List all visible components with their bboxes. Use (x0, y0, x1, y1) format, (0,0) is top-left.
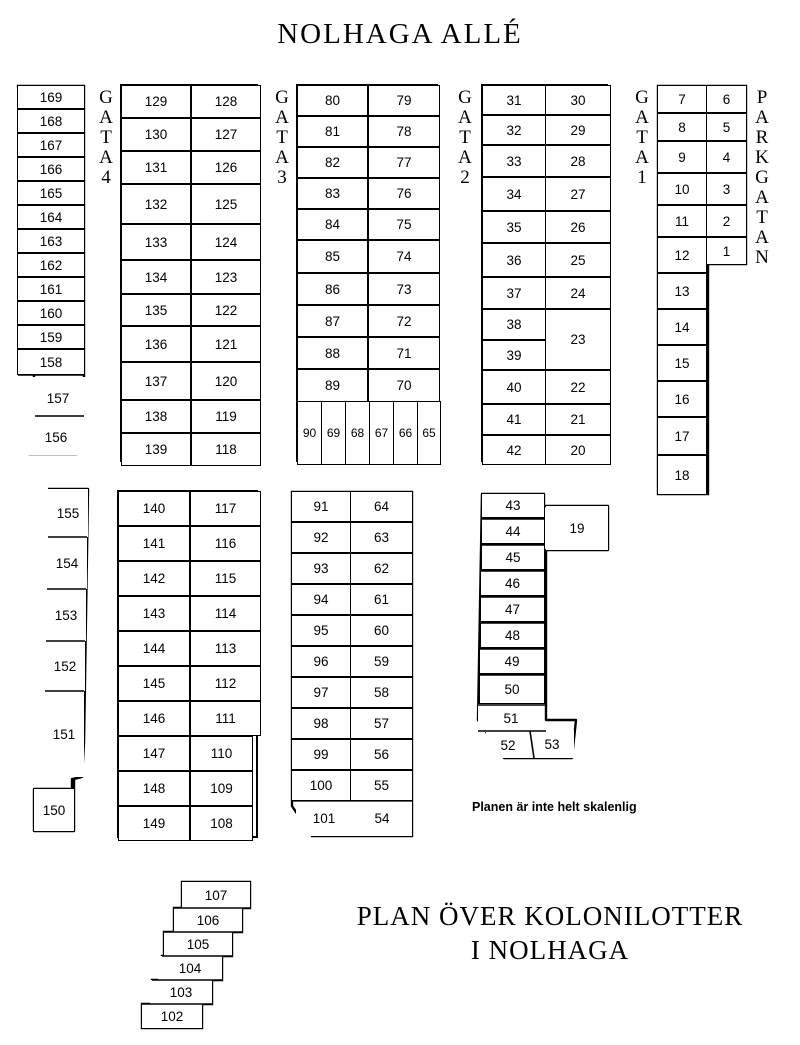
plot-block-91-54 (290, 490, 414, 838)
plot-25[interactable]: 25 (545, 243, 611, 277)
plot-12[interactable]: 12 (657, 237, 707, 273)
street-letter: G (635, 87, 649, 108)
plot-168[interactable]: 168 (17, 109, 85, 133)
plot-86[interactable]: 86 (297, 273, 368, 305)
plot-36[interactable]: 36 (482, 243, 546, 277)
plot-24[interactable]: 24 (545, 277, 611, 309)
plot-7[interactable]: 7 (657, 85, 707, 113)
street-label-gata-4 (96, 88, 116, 188)
plot-122[interactable]: 122 (191, 294, 261, 326)
plot-93[interactable]: 93 (291, 553, 351, 584)
plot-73[interactable]: 73 (368, 273, 440, 305)
street-letter: A (458, 106, 472, 128)
street-letter: K (755, 146, 769, 168)
street-label-gata-1 (632, 88, 652, 188)
street-letter: P (756, 87, 768, 108)
plot-block-140-108 (117, 490, 258, 838)
plot-114[interactable]: 114 (190, 596, 261, 631)
plot-131[interactable]: 131 (121, 151, 191, 184)
plot-block-31-20 (481, 84, 608, 462)
plot-28[interactable]: 28 (545, 145, 611, 177)
plot-37[interactable]: 37 (482, 277, 546, 309)
plan-title (300, 900, 800, 968)
plot-52[interactable]: 52 (486, 732, 530, 758)
plot-10[interactable]: 10 (657, 173, 707, 205)
plot-166[interactable]: 166 (17, 157, 85, 181)
plot-128[interactable]: 128 (191, 85, 261, 118)
plot-35[interactable]: 35 (482, 211, 546, 243)
plot-123[interactable]: 123 (191, 260, 261, 294)
plot-142[interactable]: 142 (118, 561, 190, 596)
plot-33[interactable]: 33 (482, 145, 546, 177)
plot-13[interactable]: 13 (657, 273, 707, 309)
plot-111[interactable]: 111 (190, 701, 261, 736)
plot-116[interactable]: 116 (190, 526, 261, 561)
plot-1[interactable]: 1 (706, 237, 747, 265)
plot-157[interactable]: 157 (30, 377, 86, 419)
plot-38[interactable]: 38 (482, 309, 546, 340)
street-letter: G (458, 87, 472, 108)
plot-6[interactable]: 6 (706, 85, 747, 113)
plot-121[interactable]: 121 (191, 326, 261, 362)
plot-block-43-53 (468, 492, 618, 780)
plot-21[interactable]: 21 (545, 404, 611, 435)
plot-20[interactable]: 20 (545, 435, 611, 465)
plot-76[interactable]: 76 (368, 178, 440, 209)
plot-164[interactable]: 164 (17, 205, 85, 229)
street-letter: T (459, 126, 471, 148)
plot-block-80-65 (296, 84, 438, 462)
plot-57[interactable]: 57 (350, 708, 413, 739)
plot-19[interactable]: 19 (546, 506, 608, 550)
plot-97[interactable]: 97 (291, 677, 351, 708)
plot-81[interactable]: 81 (297, 116, 368, 147)
plot-155[interactable]: 155 (48, 489, 88, 537)
plot-144[interactable]: 144 (118, 631, 190, 666)
plot-block-7-18 (656, 84, 748, 496)
street-letter: A (458, 146, 472, 168)
plot-30[interactable]: 30 (545, 85, 611, 115)
plot-119[interactable]: 119 (191, 400, 261, 433)
plot-118[interactable]: 118 (191, 433, 261, 466)
plot-156[interactable]: 156 (28, 419, 84, 455)
plot-99[interactable]: 99 (291, 739, 351, 770)
plot-59[interactable]: 59 (350, 646, 413, 677)
plot-18[interactable]: 18 (657, 455, 707, 495)
plot-161[interactable]: 161 (17, 277, 85, 301)
street-letter: T (276, 126, 288, 148)
plot-134[interactable]: 134 (121, 260, 191, 294)
plot-167[interactable]: 167 (17, 133, 85, 157)
street-letter: 2 (460, 166, 470, 188)
street-letter: A (755, 106, 769, 128)
plot-162[interactable]: 162 (17, 253, 85, 277)
plot-87[interactable]: 87 (297, 305, 368, 337)
plot-26[interactable]: 26 (545, 211, 611, 243)
plot-31[interactable]: 31 (482, 85, 546, 115)
plan-title-line1: PLAN ÖVER KOLONILOTTER (356, 901, 744, 931)
plot-39[interactable]: 39 (482, 340, 546, 370)
street-letter: A (275, 146, 289, 168)
plot-90[interactable]: 9 0 (297, 401, 322, 465)
plot-106[interactable]: 106 (174, 908, 242, 932)
street-letter: N (755, 246, 769, 268)
plot-72[interactable]: 72 (368, 305, 440, 337)
plot-71[interactable]: 71 (368, 337, 440, 369)
plot-43[interactable]: 43 (481, 493, 545, 518)
street-label-gata-3 (272, 88, 292, 188)
plot-94[interactable]: 94 (291, 584, 351, 615)
plot-62[interactable]: 62 (350, 553, 413, 584)
plot-149[interactable]: 149 (118, 806, 190, 841)
plot-63[interactable]: 63 (350, 522, 413, 553)
plot-77[interactable]: 77 (368, 147, 440, 178)
plot-3[interactable]: 3 (706, 173, 747, 205)
street-letter: G (275, 87, 289, 108)
plot-78[interactable]: 78 (368, 116, 440, 147)
plot-61[interactable]: 61 (350, 584, 413, 615)
plot-105[interactable]: 105 (164, 932, 232, 956)
plot-152[interactable]: 152 (45, 641, 85, 691)
street-label-parkgatan (752, 88, 772, 267)
plot-29[interactable]: 29 (545, 115, 611, 145)
plot-101[interactable]: 101 (296, 801, 352, 836)
plot-49[interactable]: 49 (479, 648, 545, 674)
plot-129[interactable]: 129 (121, 85, 191, 118)
plot-84[interactable]: 84 (297, 209, 368, 240)
plot-125[interactable]: 125 (191, 184, 261, 224)
street-letter: G (755, 166, 769, 188)
plot-108[interactable]: 108 (190, 806, 253, 841)
plot-14[interactable]: 14 (657, 309, 707, 345)
plot-65[interactable]: 6 5 (417, 401, 441, 465)
plot-148[interactable]: 148 (118, 771, 190, 806)
plot-block-107-102 (132, 880, 267, 1032)
plot-154[interactable]: 154 (47, 537, 87, 589)
plot-113[interactable]: 113 (190, 631, 261, 666)
plot-2[interactable]: 2 (706, 205, 747, 237)
plot-69[interactable]: 6 9 (321, 401, 346, 465)
street-letter: G (99, 87, 113, 108)
plot-165[interactable]: 165 (17, 181, 85, 205)
plot-79[interactable]: 79 (368, 85, 440, 116)
plot-100[interactable]: 100 (291, 770, 351, 801)
plot-58[interactable]: 58 (350, 677, 413, 708)
plot-107[interactable]: 107 (182, 882, 250, 908)
plot-145[interactable]: 145 (118, 666, 190, 701)
plot-115[interactable]: 115 (190, 561, 261, 596)
plot-54[interactable]: 54 (352, 801, 412, 836)
plot-146[interactable]: 146 (118, 701, 190, 736)
plot-9[interactable]: 9 (657, 141, 707, 173)
scale-note: Planen är inte helt skalenlig (472, 800, 637, 814)
plot-143[interactable]: 143 (118, 596, 190, 631)
plot-150[interactable]: 150 (34, 789, 74, 831)
street-letter: A (99, 106, 113, 128)
plot-153[interactable]: 153 (46, 589, 86, 641)
plot-27[interactable]: 27 (545, 177, 611, 211)
plot-40[interactable]: 40 (482, 370, 546, 404)
plot-160[interactable]: 160 (17, 301, 85, 325)
plot-46[interactable]: 46 (480, 570, 545, 596)
street-letter: 4 (101, 166, 111, 188)
plot-159[interactable]: 159 (17, 325, 85, 349)
plot-45[interactable]: 45 (481, 544, 545, 570)
plot-4[interactable]: 4 (706, 141, 747, 173)
plot-89[interactable]: 89 (297, 369, 368, 402)
plot-92[interactable]: 92 (291, 522, 351, 553)
plot-22[interactable]: 22 (545, 370, 611, 404)
plot-112[interactable]: 112 (190, 666, 261, 701)
plot-82[interactable]: 82 (297, 147, 368, 178)
street-letter: T (100, 126, 112, 148)
plot-50[interactable]: 50 (479, 674, 545, 704)
plot-104[interactable]: 104 (158, 956, 222, 980)
plot-88[interactable]: 88 (297, 337, 368, 369)
plot-80[interactable]: 80 (297, 85, 368, 116)
plot-126[interactable]: 126 (191, 151, 261, 184)
plot-75[interactable]: 75 (368, 209, 440, 240)
plot-130[interactable]: 130 (121, 118, 191, 151)
plot-15[interactable]: 15 (657, 345, 707, 381)
street-letter: R (755, 126, 769, 148)
street-letter: T (636, 126, 648, 148)
plot-42[interactable]: 42 (482, 435, 546, 465)
plot-169[interactable]: 169 (17, 85, 85, 109)
plot-5[interactable]: 5 (706, 113, 747, 141)
plot-60[interactable]: 60 (350, 615, 413, 646)
plot-41[interactable]: 41 (482, 404, 546, 435)
plot-44[interactable]: 44 (481, 518, 545, 544)
street-letter: A (635, 146, 649, 168)
plot-66[interactable]: 6 6 (393, 401, 418, 465)
plot-136[interactable]: 136 (121, 326, 191, 362)
plot-147[interactable]: 147 (118, 736, 190, 771)
plot-68[interactable]: 6 8 (345, 401, 370, 465)
plan-title-line2: I NOLHAGA (470, 934, 630, 965)
page-title: NOLHAGA ALLÉ (277, 18, 523, 50)
plot-23[interactable]: 23 (545, 309, 611, 370)
plot-98[interactable]: 98 (291, 708, 351, 739)
plot-67[interactable]: 6 7 (369, 401, 394, 465)
plot-133[interactable]: 133 (121, 224, 191, 260)
plot-151[interactable]: 151 (44, 691, 84, 777)
plot-127[interactable]: 127 (191, 118, 261, 151)
plot-block-169-156 (16, 84, 86, 456)
plot-120[interactable]: 120 (191, 362, 261, 400)
plot-109[interactable]: 109 (190, 771, 253, 806)
street-letter: 1 (637, 166, 647, 188)
plot-85[interactable]: 85 (297, 240, 368, 273)
plot-8[interactable]: 8 (657, 113, 707, 141)
plot-47[interactable]: 47 (480, 596, 545, 622)
plot-32[interactable]: 32 (482, 115, 546, 145)
plot-91[interactable]: 91 (291, 491, 351, 522)
plot-16[interactable]: 16 (657, 381, 707, 417)
plot-102[interactable]: 102 (142, 1004, 202, 1028)
plot-158[interactable]: 158 (17, 349, 85, 375)
plot-53[interactable]: 53 (530, 730, 574, 758)
plot-132[interactable]: 132 (121, 184, 191, 224)
plot-138[interactable]: 138 (121, 400, 191, 433)
street-label-gata-2 (455, 88, 475, 188)
plot-163[interactable]: 163 (17, 229, 85, 253)
plot-block-155-150 (24, 487, 96, 837)
plot-48[interactable]: 48 (480, 622, 545, 648)
plot-135[interactable]: 135 (121, 294, 191, 326)
street-letter: T (756, 206, 768, 228)
street-letter: 3 (277, 166, 287, 188)
plot-17[interactable]: 17 (657, 417, 707, 455)
street-letter: A (275, 106, 289, 128)
plot-117[interactable]: 117 (190, 491, 261, 526)
plot-137[interactable]: 137 (121, 362, 191, 400)
plot-51[interactable]: 51 (478, 704, 544, 732)
plot-64[interactable]: 64 (350, 491, 413, 522)
plot-110[interactable]: 110 (190, 736, 253, 771)
plot-55[interactable]: 55 (350, 770, 413, 801)
plot-83[interactable]: 83 (297, 178, 368, 209)
plot-34[interactable]: 34 (482, 177, 546, 211)
plot-56[interactable]: 56 (350, 739, 413, 770)
plot-11[interactable]: 11 (657, 205, 707, 237)
plot-103[interactable]: 103 (150, 980, 212, 1004)
street-letter: A (635, 106, 649, 128)
street-letter: A (99, 146, 113, 168)
street-letter: A (755, 226, 769, 248)
plot-141[interactable]: 141 (118, 526, 190, 561)
plot-block-129-118 (120, 84, 258, 462)
plot-140[interactable]: 140 (118, 491, 190, 526)
plot-124[interactable]: 124 (191, 224, 261, 260)
plot-70[interactable]: 70 (368, 369, 440, 402)
plot-74[interactable]: 74 (368, 240, 440, 273)
plot-95[interactable]: 95 (291, 615, 351, 646)
plot-96[interactable]: 96 (291, 646, 351, 677)
plot-139[interactable]: 139 (121, 433, 191, 466)
street-letter: A (755, 186, 769, 208)
